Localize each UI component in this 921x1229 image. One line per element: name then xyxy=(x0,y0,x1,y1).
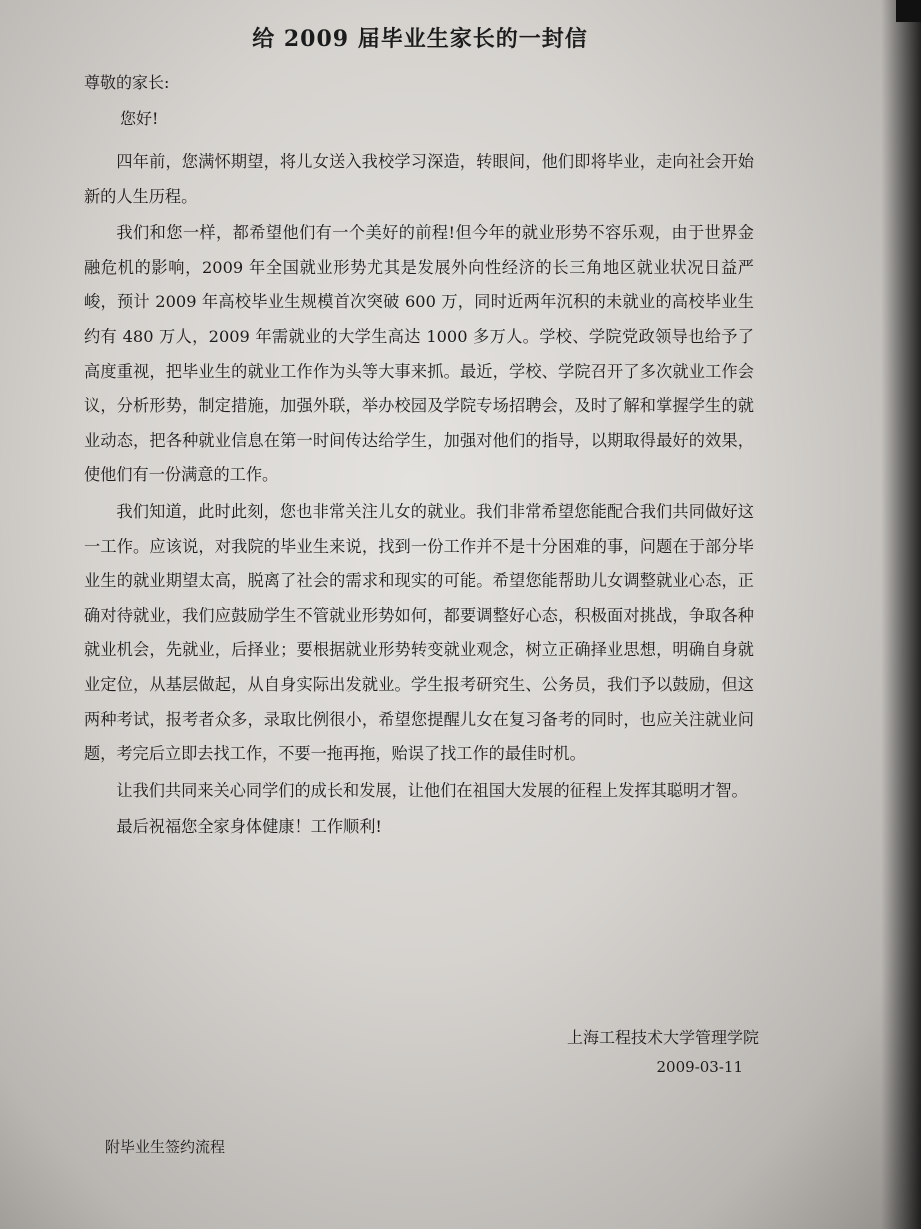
paragraph-opening: 四年前，您满怀期望，将儿女送入我校学习深造，转眼间，他们即将毕业，走向社会开始新的人生历程。 xyxy=(84,152,754,206)
edge-shadow xyxy=(881,0,921,1229)
signature: 上海工程技术大学管理学院 xyxy=(566,1028,759,1047)
salutation: 尊敬的家长: xyxy=(84,73,170,92)
greeting: 您好! xyxy=(120,109,159,128)
paragraph-parent-cooperation: 我们知道，此时此刻，您也非常关注儿女的就业。我们非常希望您能配合我们共同做好这一工作。应该说，对我院的毕业生来说，找到一份工作并不是十分困难的事，问题在于部分毕业生的就业期望太高，脱离了社会的需求和现实的可能。希望您能帮助儿女调整就业心态，正确对待就业，我们应鼓励学生不管就业形势如何，都要调整好心态，积极面对挑战，争取各种就业机会，先就业，后择业；要根据就业形势转变就业观念，树立正确择业思想，明确自身就业定位，从基层做起，从自身实际出发就业。学生报考研究生、公务员，我们予以鼓励，但这两种考试，报考者众多，录取比例很小，希望您提醒儿女在复习备考的同时，也应关注就业问题，考完后立即去找工作，不要一拖再拖，贻误了找工作的最佳时机。 xyxy=(84,501,754,764)
letter-title: 给 2009 届毕业生家长的一封信 xyxy=(252,26,588,52)
attachment-note: 附毕业生签约流程 xyxy=(105,1138,226,1156)
corner-shadow xyxy=(896,0,921,22)
paragraph-best-wishes: 最后祝福您全家身体健康！工作顺利! xyxy=(116,817,382,837)
paragraph-closing: 让我们共同来关心同学们的成长和发展，让他们在祖国大发展的征程上发挥其聪明才智。 xyxy=(116,780,748,800)
letter-body xyxy=(84,145,754,845)
paragraph-employment-situation: 我们和您一样，都希望他们有一个美好的前程!但今年的就业形势不容乐观，由于世界金融危机的影响，2009 年全国就业形势尤其是发展外向性经济的长三角地区就业状况日益严峻，预计 2009 年高校毕业生规模首次突破 600 万，同时近两年沉积的未就业的高校毕业生约有 480 万人，2009 年需就业的大学生高达 1000 多万人。学校、学院党政领导也给予了高度重视，把毕业生的就业工作作为头等大事来抓。最近，学校、学院召开了多次就业工作会议，分析形势，制定措施，加强外联，举办校园及学院专场招聘会，及时了解和掌握学生的就业动态，把各种就业信息在第一时间传达给学生，加强对他们的指导，以期取得最好的效果，使他们有一份满意的工作。 xyxy=(84,223,754,485)
letter-date: 2009-03-11 xyxy=(656,1058,743,1076)
